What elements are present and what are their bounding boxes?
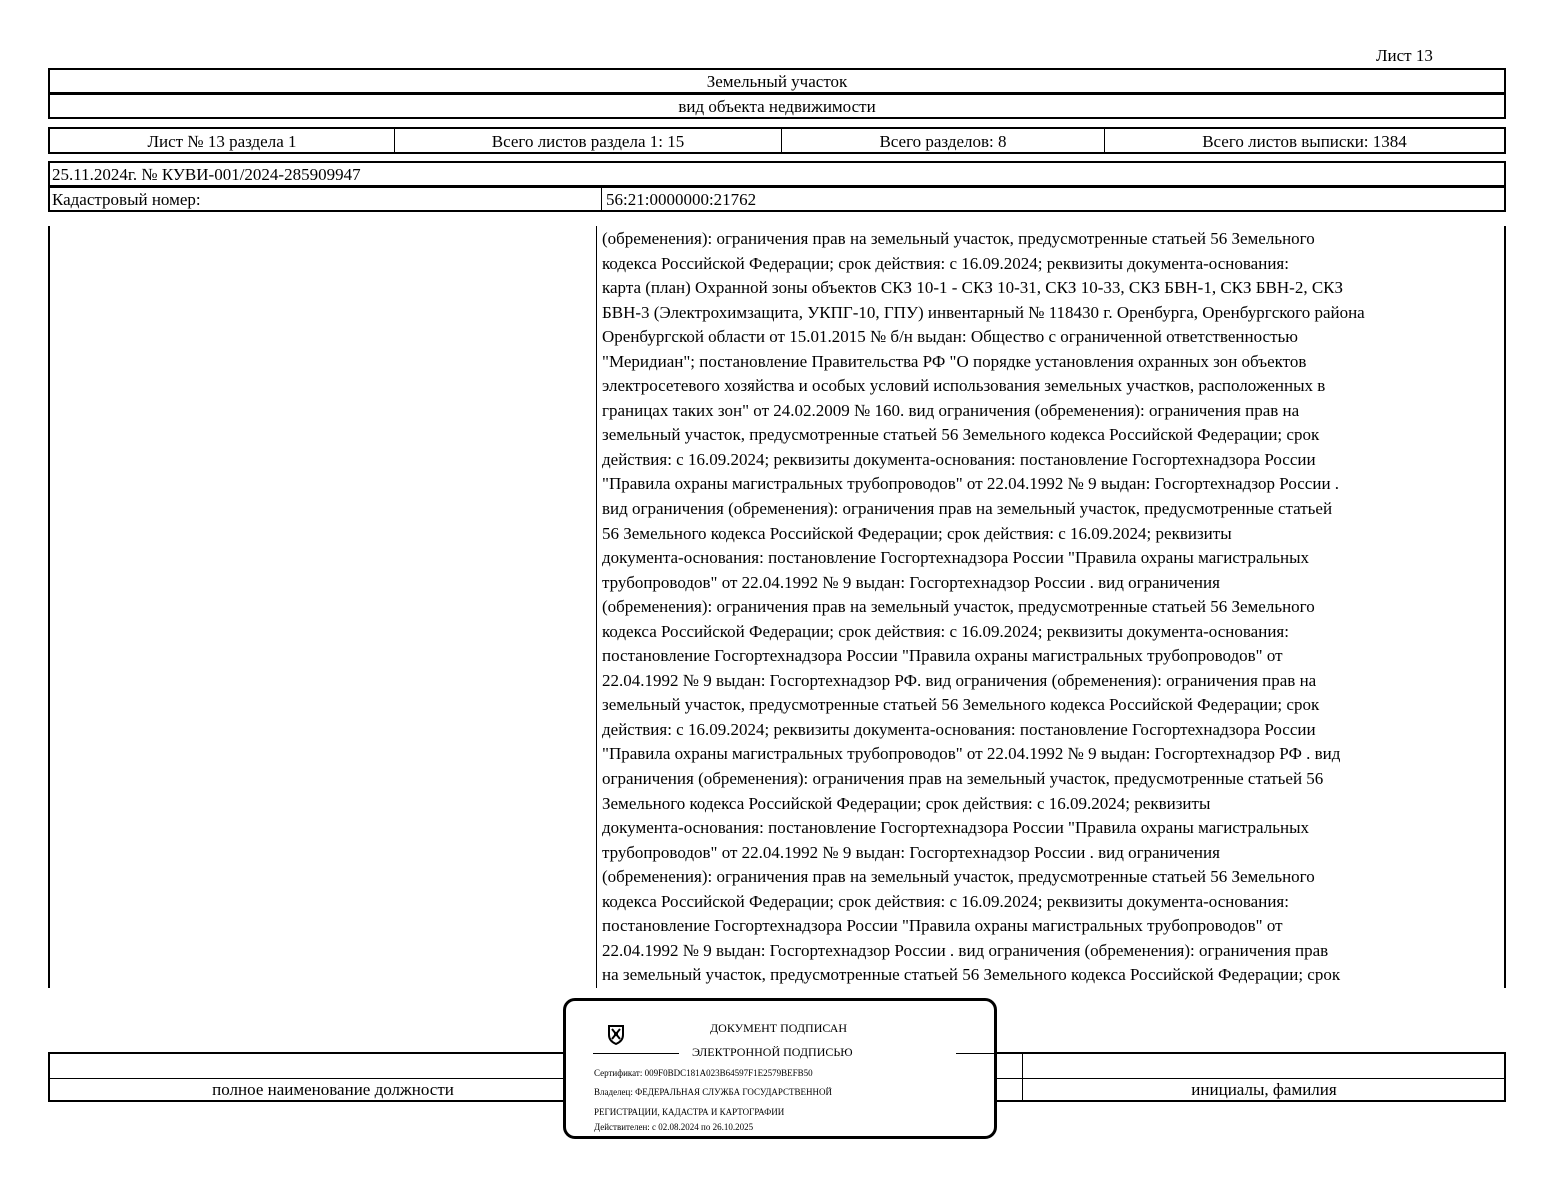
- electronic-signature-stamp: [563, 998, 997, 1139]
- text-line: "Меридиан"; постановление Правительства РФ "О порядке установления охранных зон объектов: [602, 351, 1307, 371]
- text-line: на земельный участок, предусмотренные статьей 56 Земельного кодекса Российской Федерации; срок: [602, 965, 1341, 985]
- text-line: "Правила охраны магистральных трубопроводов" от 22.04.1992 № 9 выдан: Госгортехнадзор России .: [602, 474, 1340, 494]
- encumbrance-text: [602, 227, 1492, 988]
- text-line: кодекса Российской Федерации; срок действия: с 16.09.2024; реквизиты документа-основания:: [602, 891, 1289, 911]
- cadastral-label: Кадастровый номер:: [50, 188, 602, 210]
- text-line: земельный участок, предусмотренные статьей 56 Земельного кодекса Российской Федерации; срок: [602, 425, 1320, 445]
- text-line: кодекса Российской Федерации; срок действия: с 16.09.2024; реквизиты документа-основания:: [602, 621, 1289, 641]
- text-line: ограничения (обременения): ограничения прав на земельный участок, предусмотренные статьей 56: [602, 769, 1324, 789]
- object-type: вид объекта недвижимости: [48, 93, 1506, 119]
- stamp-rule-left: [593, 1053, 679, 1054]
- text-line: 56 Земельного кодекса Российской Федерации; срок действия: с 16.09.2024; реквизиты: [602, 523, 1232, 543]
- text-line: действия: с 16.09.2024; реквизиты документа-основания: постановление Госгортехнадзора России: [602, 449, 1316, 469]
- left-border: [48, 226, 50, 988]
- text-line: вид ограничения (обременения): ограничения прав на земельный участок, предусмотренные статьей: [602, 499, 1333, 519]
- cadastral-number: 56:21:0000000:21762: [606, 190, 757, 209]
- total-sheets-section: Всего листов раздела 1: 15: [395, 129, 782, 152]
- text-line: документа-основания: постановление Госгортехнадзора России "Правила охраны магистральных: [602, 818, 1309, 838]
- text-line: БВН-3 (Электрохимзащита, УКПГ-10, ГПУ) инвентарный № 118430 г. Оренбурга, Оренбургского района: [602, 302, 1365, 322]
- sheet-label: Лист 13: [1376, 46, 1433, 65]
- text-line: (обременения): ограничения прав на земельный участок, предусмотренные статьей 56 Земельного: [602, 867, 1315, 887]
- text-line: трубопроводов" от 22.04.1992 № 9 выдан: Госгортехнадзор России . вид ограничения: [602, 572, 1220, 592]
- stamp-title-line1: ДОКУМЕНТ ПОДПИСАН: [710, 1021, 848, 1035]
- position-label: полное наименование должности: [212, 1080, 454, 1099]
- stamp-owner-line2: РЕГИСТРАЦИИ, КАДАСТРА И КАРТОГРАФИИ: [594, 1107, 785, 1117]
- text-line: электросетевого хозяйства и особых условий использования земельных участков, расположенных в: [602, 376, 1326, 396]
- column-separator: [596, 226, 597, 988]
- total-sections: Всего разделов: 8: [782, 129, 1105, 152]
- extract-date-number: 25.11.2024г. № КУВИ-001/2024-285909947: [48, 161, 1506, 187]
- cadastral-row: [48, 186, 1506, 212]
- text-line: земельный участок, предусмотренные статьей 56 Земельного кодекса Российской Федерации; срок: [602, 695, 1320, 715]
- coat-of-arms-icon: [607, 1023, 625, 1045]
- text-line: постановление Госгортехнадзора России "Правила охраны магистральных трубопроводов" от: [602, 646, 1283, 666]
- stamp-rule-right: [956, 1053, 1000, 1054]
- stamp-validity: Действителен: с 02.08.2024 по 26.10.2025: [594, 1122, 754, 1132]
- text-line: карта (план) Охранной зоны объектов СКЗ 10-1 - СКЗ 10-31, СКЗ 10-33, СКЗ БВН-1, СКЗ БВН-2, СКЗ: [602, 278, 1344, 298]
- text-line: Земельного кодекса Российской Федерации; срок действия: с 16.09.2024; реквизиты: [602, 793, 1211, 813]
- text-line: трубопроводов" от 22.04.1992 № 9 выдан: Госгортехнадзор России . вид ограничения: [602, 842, 1220, 862]
- stamp-certificate: Сертификат: 009F0BDC181A023B64597F1E2579BEFB50: [594, 1068, 813, 1078]
- total-sheets-extract: Всего листов выписки: 1384: [1202, 132, 1407, 151]
- text-line: 22.04.1992 № 9 выдан: Госгортехнадзор России . вид ограничения (обременения): ограничения прав: [602, 940, 1329, 960]
- stamp-title-line2: ЭЛЕКТРОННОЙ ПОДПИСЬЮ: [692, 1045, 853, 1059]
- text-line: действия: с 16.09.2024; реквизиты документа-основания: постановление Госгортехнадзора России: [602, 719, 1316, 739]
- sheet-of-section: Лист № 13 раздела 1: [50, 129, 395, 152]
- text-line: 22.04.1992 № 9 выдан: Госгортехнадзор РФ. вид ограничения (обременения): ограничения прав на: [602, 670, 1317, 690]
- text-line: кодекса Российской Федерации; срок действия: с 16.09.2024; реквизиты документа-основания:: [602, 253, 1289, 273]
- text-line: границах таких зон" от 24.02.2009 № 160. вид ограничения (обременения): ограничения прав на: [602, 400, 1300, 420]
- text-line: (обременения): ограничения прав на земельный участок, предусмотренные статьей 56 Земельного: [602, 597, 1315, 617]
- initials-label: инициалы, фамилия: [1191, 1080, 1337, 1099]
- text-line: "Правила охраны магистральных трубопроводов" от 22.04.1992 № 9 выдан: Госгортехнадзор РФ . вид: [602, 744, 1341, 764]
- meta-row: [48, 127, 1506, 154]
- right-border: [1504, 226, 1506, 988]
- stamp-owner-line1: Владелец: ФЕДЕРАЛЬНАЯ СЛУЖБА ГОСУДАРСТВЕННОЙ: [594, 1087, 833, 1097]
- text-line: (обременения): ограничения прав на земельный участок, предусмотренные статьей 56 Земельного: [602, 229, 1315, 248]
- text-line: Оренбургской области от 15.01.2015 № б/н выдан: Общество с ограниченной ответственностью: [602, 327, 1298, 347]
- object-title: Земельный участок: [48, 68, 1506, 94]
- text-line: постановление Госгортехнадзора России "Правила охраны магистральных трубопроводов" от: [602, 916, 1283, 936]
- text-line: документа-основания: постановление Госгортехнадзора России "Правила охраны магистральных: [602, 548, 1309, 568]
